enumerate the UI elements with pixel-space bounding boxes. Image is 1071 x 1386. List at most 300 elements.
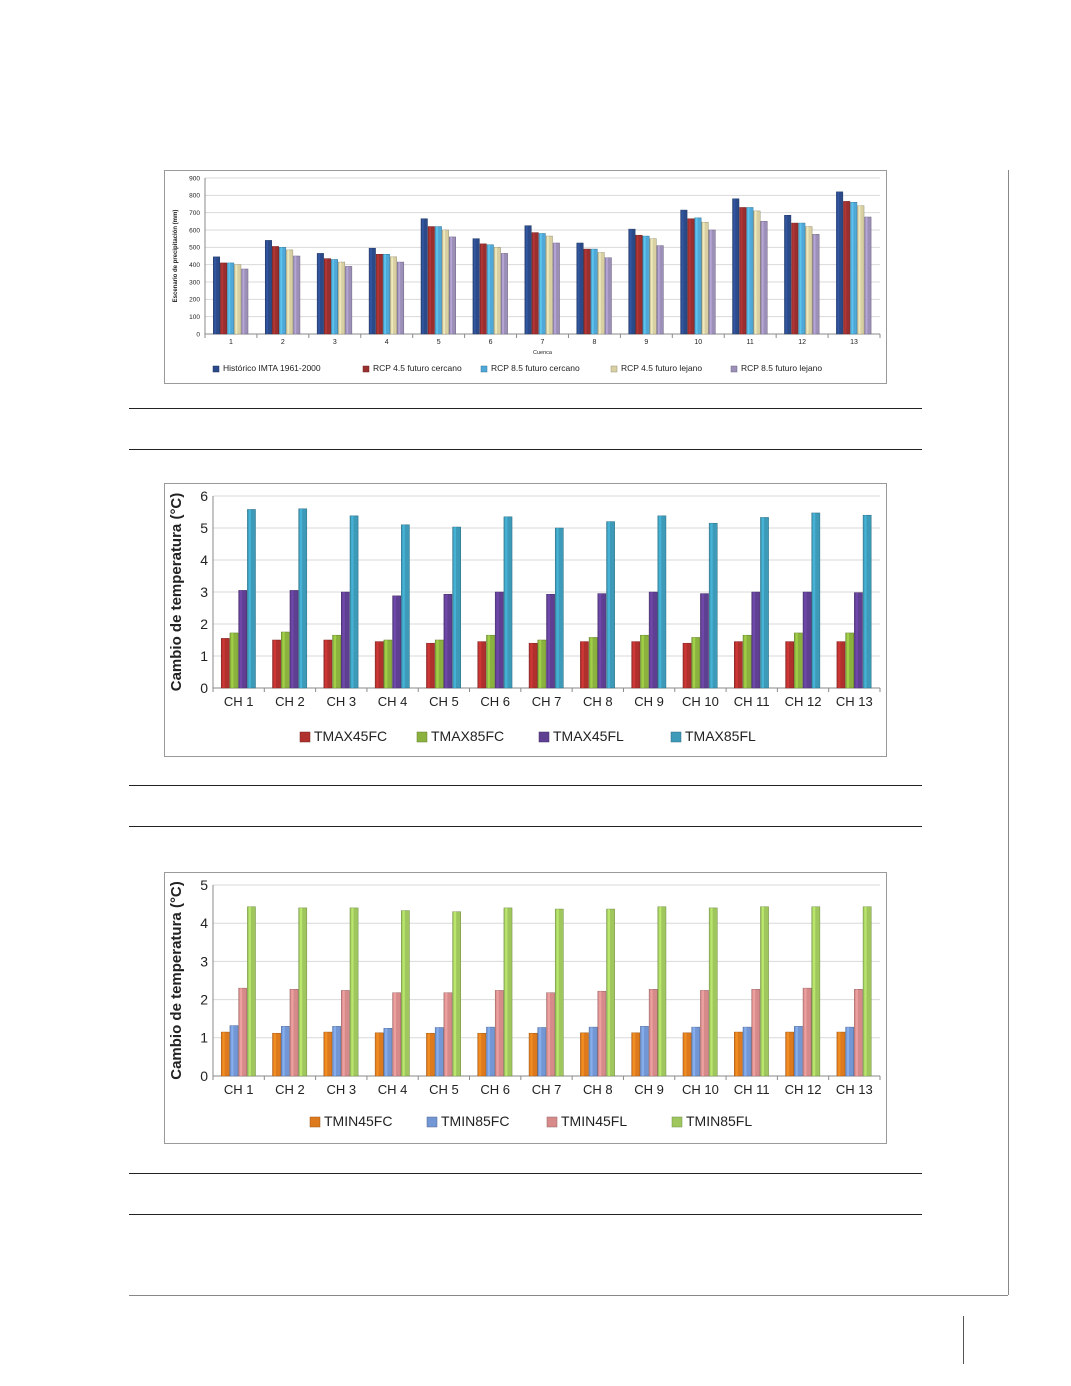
bar-highlight <box>741 207 743 334</box>
bar-highlight <box>787 642 789 688</box>
bar <box>213 257 219 334</box>
bar-highlight <box>236 265 238 334</box>
bar-highlight <box>548 993 550 1076</box>
bar-highlight <box>497 592 499 688</box>
bar <box>812 513 820 688</box>
bar <box>786 1032 794 1076</box>
bar-highlight <box>300 509 302 688</box>
bar-highlight <box>856 989 858 1076</box>
bar <box>239 590 247 688</box>
tmax-chart <box>164 483 887 757</box>
bar <box>393 993 401 1076</box>
y-axis-label: Cambio de temperatura (°C) <box>168 881 185 1080</box>
x-tick-label: CH 7 <box>531 694 562 709</box>
bar-highlight <box>287 250 289 334</box>
bar-highlight <box>443 230 445 334</box>
bar-highlight <box>385 640 387 688</box>
bar-highlight <box>240 590 242 688</box>
bar-highlight <box>547 236 549 334</box>
bar-highlight <box>526 226 528 334</box>
bar <box>591 249 597 334</box>
bar <box>290 590 298 688</box>
bar-highlight <box>351 516 353 688</box>
bar <box>299 908 307 1076</box>
bar <box>752 989 760 1076</box>
bar-highlight <box>651 239 653 334</box>
bar-highlight <box>748 207 750 334</box>
bar-highlight <box>644 236 646 334</box>
bar <box>786 642 794 688</box>
bar-highlight <box>497 990 499 1076</box>
bar-highlight <box>436 1027 438 1076</box>
bar-highlight <box>755 211 757 334</box>
bar-highlight <box>599 253 601 334</box>
bar-highlight <box>351 908 353 1076</box>
bar <box>547 993 555 1076</box>
bar <box>504 908 512 1076</box>
bar-highlight <box>394 596 396 688</box>
bar-highlight <box>762 221 764 334</box>
legend-swatch <box>672 1117 682 1127</box>
bar-highlight <box>633 642 635 688</box>
y-tick-label: 6 <box>200 487 208 504</box>
bar-highlight <box>422 219 424 334</box>
x-tick-label: 12 <box>798 339 807 346</box>
legend-swatch <box>611 366 617 372</box>
bar <box>854 593 862 688</box>
bar-highlight <box>807 227 809 334</box>
bar-highlight <box>249 509 251 688</box>
bar <box>538 1027 546 1076</box>
bar <box>546 236 552 334</box>
bar <box>331 259 337 334</box>
bar-highlight <box>642 635 644 688</box>
bar <box>640 635 648 688</box>
bar-highlight <box>682 210 684 334</box>
bar-highlight <box>273 246 275 334</box>
bar-highlight <box>398 262 400 334</box>
bar-highlight <box>696 218 698 334</box>
bar-highlight <box>539 640 541 688</box>
bar-highlight <box>710 908 712 1076</box>
bar-highlight <box>847 633 849 688</box>
bar-highlight <box>592 249 594 334</box>
legend-entry: TMIN45FC <box>324 1113 393 1129</box>
bar <box>486 1027 494 1076</box>
bar-highlight <box>481 244 483 334</box>
bar-highlight <box>630 229 632 334</box>
bar <box>806 227 812 334</box>
legend-swatch <box>213 366 219 372</box>
x-tick-label: CH 9 <box>634 694 664 709</box>
bar <box>580 642 588 688</box>
bar-highlight <box>659 907 661 1076</box>
bar-highlight <box>606 258 608 334</box>
bar <box>478 642 486 688</box>
bar-highlight <box>221 263 223 334</box>
bar <box>605 258 611 334</box>
bar <box>338 262 344 334</box>
bar-highlight <box>804 592 806 688</box>
x-tick-label: CH 4 <box>377 694 408 709</box>
bar <box>486 635 494 688</box>
legend-entry: RCP 8.5 futuro lejano <box>741 363 823 373</box>
bar <box>401 911 409 1076</box>
bar <box>273 640 281 688</box>
bar-highlight <box>736 642 738 688</box>
bar-highlight <box>762 907 764 1076</box>
y-tick-label: 1 <box>200 1029 208 1046</box>
bar-highlight <box>787 1032 789 1076</box>
bar-highlight <box>864 515 866 688</box>
bar <box>234 265 240 334</box>
bar-highlight <box>343 990 345 1076</box>
bar <box>242 269 248 334</box>
bar <box>383 254 389 334</box>
x-tick-label: CH 8 <box>582 1082 613 1097</box>
bar <box>760 907 768 1076</box>
bar-highlight <box>642 1026 644 1076</box>
bar <box>230 633 238 688</box>
bar-highlight <box>214 257 216 334</box>
bar <box>584 249 590 334</box>
y-tick-label: 3 <box>200 953 208 970</box>
tmin-chart-svg <box>165 873 886 1143</box>
bar <box>239 988 247 1076</box>
legend-swatch <box>427 1117 437 1127</box>
legend-entry: TMIN85FL <box>686 1113 753 1129</box>
bar <box>640 1026 648 1076</box>
bar-highlight <box>436 227 438 334</box>
bar-highlight <box>557 528 559 688</box>
caption-rule-2b <box>129 826 922 827</box>
x-axis-label: Cuenca <box>533 350 552 356</box>
bar <box>529 643 537 688</box>
bar <box>555 909 563 1076</box>
bar <box>794 1026 802 1076</box>
bar <box>350 516 358 688</box>
bar <box>681 210 687 334</box>
bar <box>734 1032 742 1076</box>
bar <box>281 1026 289 1076</box>
y-tick-label: 2 <box>200 615 208 632</box>
x-tick-label: CH 5 <box>429 1082 459 1097</box>
bar-highlight <box>384 254 386 334</box>
bar <box>435 640 443 688</box>
bar <box>324 259 330 334</box>
bar-highlight <box>582 642 584 688</box>
bar <box>843 201 849 334</box>
bar <box>760 517 768 688</box>
bar <box>281 632 289 688</box>
y-axis-label: Cambio de temperatura (°C) <box>168 492 185 692</box>
bar-highlight <box>744 635 746 688</box>
bar <box>636 235 642 334</box>
x-tick-label: 13 <box>850 339 858 346</box>
bar <box>345 266 351 334</box>
bar-highlight <box>813 513 815 688</box>
bar <box>813 234 819 334</box>
bar-highlight <box>847 1027 849 1076</box>
bar <box>607 522 615 688</box>
x-tick-label: CH 9 <box>634 1082 664 1097</box>
x-tick-label: 6 <box>488 339 493 346</box>
bar-highlight <box>479 642 481 688</box>
bar-highlight <box>539 1027 541 1076</box>
x-tick-label: CH 12 <box>784 1082 822 1097</box>
bar <box>293 256 299 334</box>
page-right-border <box>1008 170 1009 1295</box>
bar <box>854 989 862 1076</box>
x-tick-label: CH 10 <box>681 1082 719 1097</box>
bar <box>221 1032 229 1076</box>
bar <box>709 908 717 1076</box>
bar <box>695 218 701 334</box>
bar-highlight <box>429 227 431 334</box>
bar-highlight <box>274 640 276 688</box>
y-tick-label: 700 <box>189 209 200 217</box>
legend-entry: TMIN45FL <box>561 1113 628 1129</box>
bar-highlight <box>488 245 490 334</box>
x-tick-label: CH 2 <box>275 1082 305 1097</box>
bar-highlight <box>295 256 297 334</box>
bar-highlight <box>376 642 378 688</box>
y-tick-label: 0 <box>200 679 208 696</box>
legend-entry: Histórico IMTA 1961-2000 <box>223 363 321 373</box>
bar <box>836 192 842 334</box>
bar <box>230 1026 238 1076</box>
bar <box>649 989 657 1076</box>
legend-entry: TMAX45FL <box>553 728 624 744</box>
bar-highlight <box>608 522 610 688</box>
bar <box>504 517 512 688</box>
bar <box>657 246 663 334</box>
bar-highlight <box>684 1033 686 1076</box>
bar-highlight <box>318 253 320 334</box>
y-tick-label: 3 <box>200 583 208 600</box>
legend-swatch <box>363 366 369 372</box>
bar <box>700 990 708 1076</box>
bar-highlight <box>228 263 230 334</box>
caption-rule-3a <box>129 1173 922 1174</box>
bar-highlight <box>385 1028 387 1076</box>
bar <box>658 907 666 1076</box>
bar <box>683 1033 691 1076</box>
bar-highlight <box>650 592 652 688</box>
bar <box>442 230 448 334</box>
bar-highlight <box>474 239 476 334</box>
bar-highlight <box>540 233 542 334</box>
bar <box>740 207 746 334</box>
bar <box>553 243 559 334</box>
bar-highlight <box>864 907 866 1076</box>
bar-highlight <box>533 233 535 334</box>
x-tick-label: CH 7 <box>531 1082 562 1097</box>
y-tick-label: 0 <box>196 331 200 339</box>
bar <box>858 206 864 334</box>
bar <box>589 1027 597 1076</box>
bar-highlight <box>394 993 396 1076</box>
bar-highlight <box>325 640 327 688</box>
bar <box>393 596 401 688</box>
bar-highlight <box>530 1033 532 1076</box>
x-tick-label: 8 <box>592 339 597 346</box>
bar-highlight <box>403 525 405 688</box>
bar <box>401 525 409 688</box>
x-tick-label: CH 3 <box>326 694 357 709</box>
bar <box>846 633 854 688</box>
bar <box>324 1032 332 1076</box>
x-tick-label: 4 <box>384 339 389 346</box>
bar <box>384 640 392 688</box>
bar <box>350 908 358 1076</box>
bar-highlight <box>445 594 447 688</box>
bar-highlight <box>370 248 372 334</box>
x-tick-label: 10 <box>694 339 703 346</box>
bar <box>473 239 479 334</box>
legend-swatch <box>417 732 427 742</box>
bar <box>421 219 427 334</box>
bar <box>494 247 500 334</box>
bar-highlight <box>346 266 348 334</box>
y-tick-label: 800 <box>189 192 200 200</box>
bar-highlight <box>376 1033 378 1076</box>
bar-highlight <box>710 523 712 688</box>
bar-highlight <box>578 243 580 334</box>
bar <box>743 1027 751 1076</box>
bar <box>265 240 271 334</box>
bar <box>273 1033 281 1076</box>
bar-highlight <box>454 527 456 688</box>
legend-entry: TMIN85FC <box>441 1113 510 1129</box>
bar-highlight <box>495 247 497 334</box>
bar-highlight <box>837 192 839 334</box>
bar-highlight <box>283 1026 285 1076</box>
caption-rule-1b <box>129 449 922 450</box>
bar-highlight <box>845 201 847 334</box>
bar <box>341 990 349 1076</box>
bar <box>598 991 606 1076</box>
bar-highlight <box>582 1033 584 1076</box>
bar <box>375 1033 383 1076</box>
page-bottom-rule <box>129 1295 1008 1296</box>
bar <box>480 244 486 334</box>
bar <box>495 990 503 1076</box>
bar <box>449 237 455 334</box>
bar <box>577 243 583 334</box>
bar-highlight <box>554 243 556 334</box>
legend-entry: TMAX45FC <box>314 728 388 744</box>
bar-highlight <box>334 635 336 688</box>
bar <box>754 211 760 334</box>
y-tick-label: 600 <box>189 227 200 235</box>
bar <box>555 528 563 688</box>
y-tick-label: 200 <box>189 296 200 304</box>
bar <box>792 223 798 334</box>
bar <box>324 640 332 688</box>
y-tick-label: 100 <box>189 313 200 321</box>
y-axis-label: Escenario de precipitación (mm) <box>173 209 179 303</box>
bar-highlight <box>291 590 293 688</box>
precipitation-chart <box>164 170 887 384</box>
bar-highlight <box>633 1033 635 1076</box>
bar-highlight <box>744 1027 746 1076</box>
bar <box>384 1028 392 1076</box>
x-tick-label: CH 8 <box>582 694 613 709</box>
x-tick-label: CH 13 <box>835 1082 873 1097</box>
x-tick-label: 9 <box>644 339 649 346</box>
bar-highlight <box>291 989 293 1076</box>
bar <box>692 637 700 688</box>
y-tick-label: 4 <box>200 551 208 568</box>
bar <box>658 516 666 688</box>
bar-highlight <box>240 988 242 1076</box>
bar-highlight <box>332 259 334 334</box>
bar <box>435 227 441 334</box>
bar <box>487 245 493 334</box>
bar <box>752 592 760 688</box>
bar <box>453 912 461 1076</box>
bar <box>632 1033 640 1076</box>
bar <box>369 248 375 334</box>
bar-highlight <box>693 1027 695 1076</box>
bar <box>702 222 708 334</box>
bar-highlight <box>753 989 755 1076</box>
bar <box>598 253 604 334</box>
bar <box>538 640 546 688</box>
bar-highlight <box>796 1026 798 1076</box>
bar <box>444 993 452 1076</box>
x-tick-label: 3 <box>332 339 337 346</box>
bar-highlight <box>436 640 438 688</box>
bar <box>837 642 845 688</box>
x-tick-label: CH 13 <box>835 694 873 709</box>
bar-highlight <box>637 235 639 334</box>
bar <box>317 253 323 334</box>
bar <box>733 199 739 334</box>
bar <box>299 509 307 688</box>
x-tick-label: CH 6 <box>480 1082 511 1097</box>
footer-divider <box>963 1316 964 1364</box>
bar <box>794 633 802 688</box>
y-tick-label: 400 <box>189 261 200 269</box>
bar <box>743 635 751 688</box>
bar <box>247 509 255 688</box>
bar-highlight <box>488 1027 490 1076</box>
bar-highlight <box>813 907 815 1076</box>
y-tick-label: 300 <box>189 279 200 287</box>
bar <box>632 642 640 688</box>
x-tick-label: CH 2 <box>275 694 305 709</box>
bar <box>747 207 753 334</box>
x-tick-label: CH 5 <box>429 694 459 709</box>
bar <box>629 229 635 334</box>
bar <box>426 1033 434 1076</box>
bar <box>734 642 742 688</box>
bar-highlight <box>339 262 341 334</box>
bar <box>529 1033 537 1076</box>
bar <box>803 988 811 1076</box>
bar-highlight <box>838 1032 840 1076</box>
y-tick-label: 5 <box>200 876 208 893</box>
caption-rule-1a <box>129 408 922 409</box>
bar <box>539 233 545 334</box>
bar-highlight <box>838 642 840 688</box>
legend-swatch <box>547 1117 557 1127</box>
bar-highlight <box>488 635 490 688</box>
tmax-chart-svg <box>165 484 886 756</box>
bar <box>333 635 341 688</box>
